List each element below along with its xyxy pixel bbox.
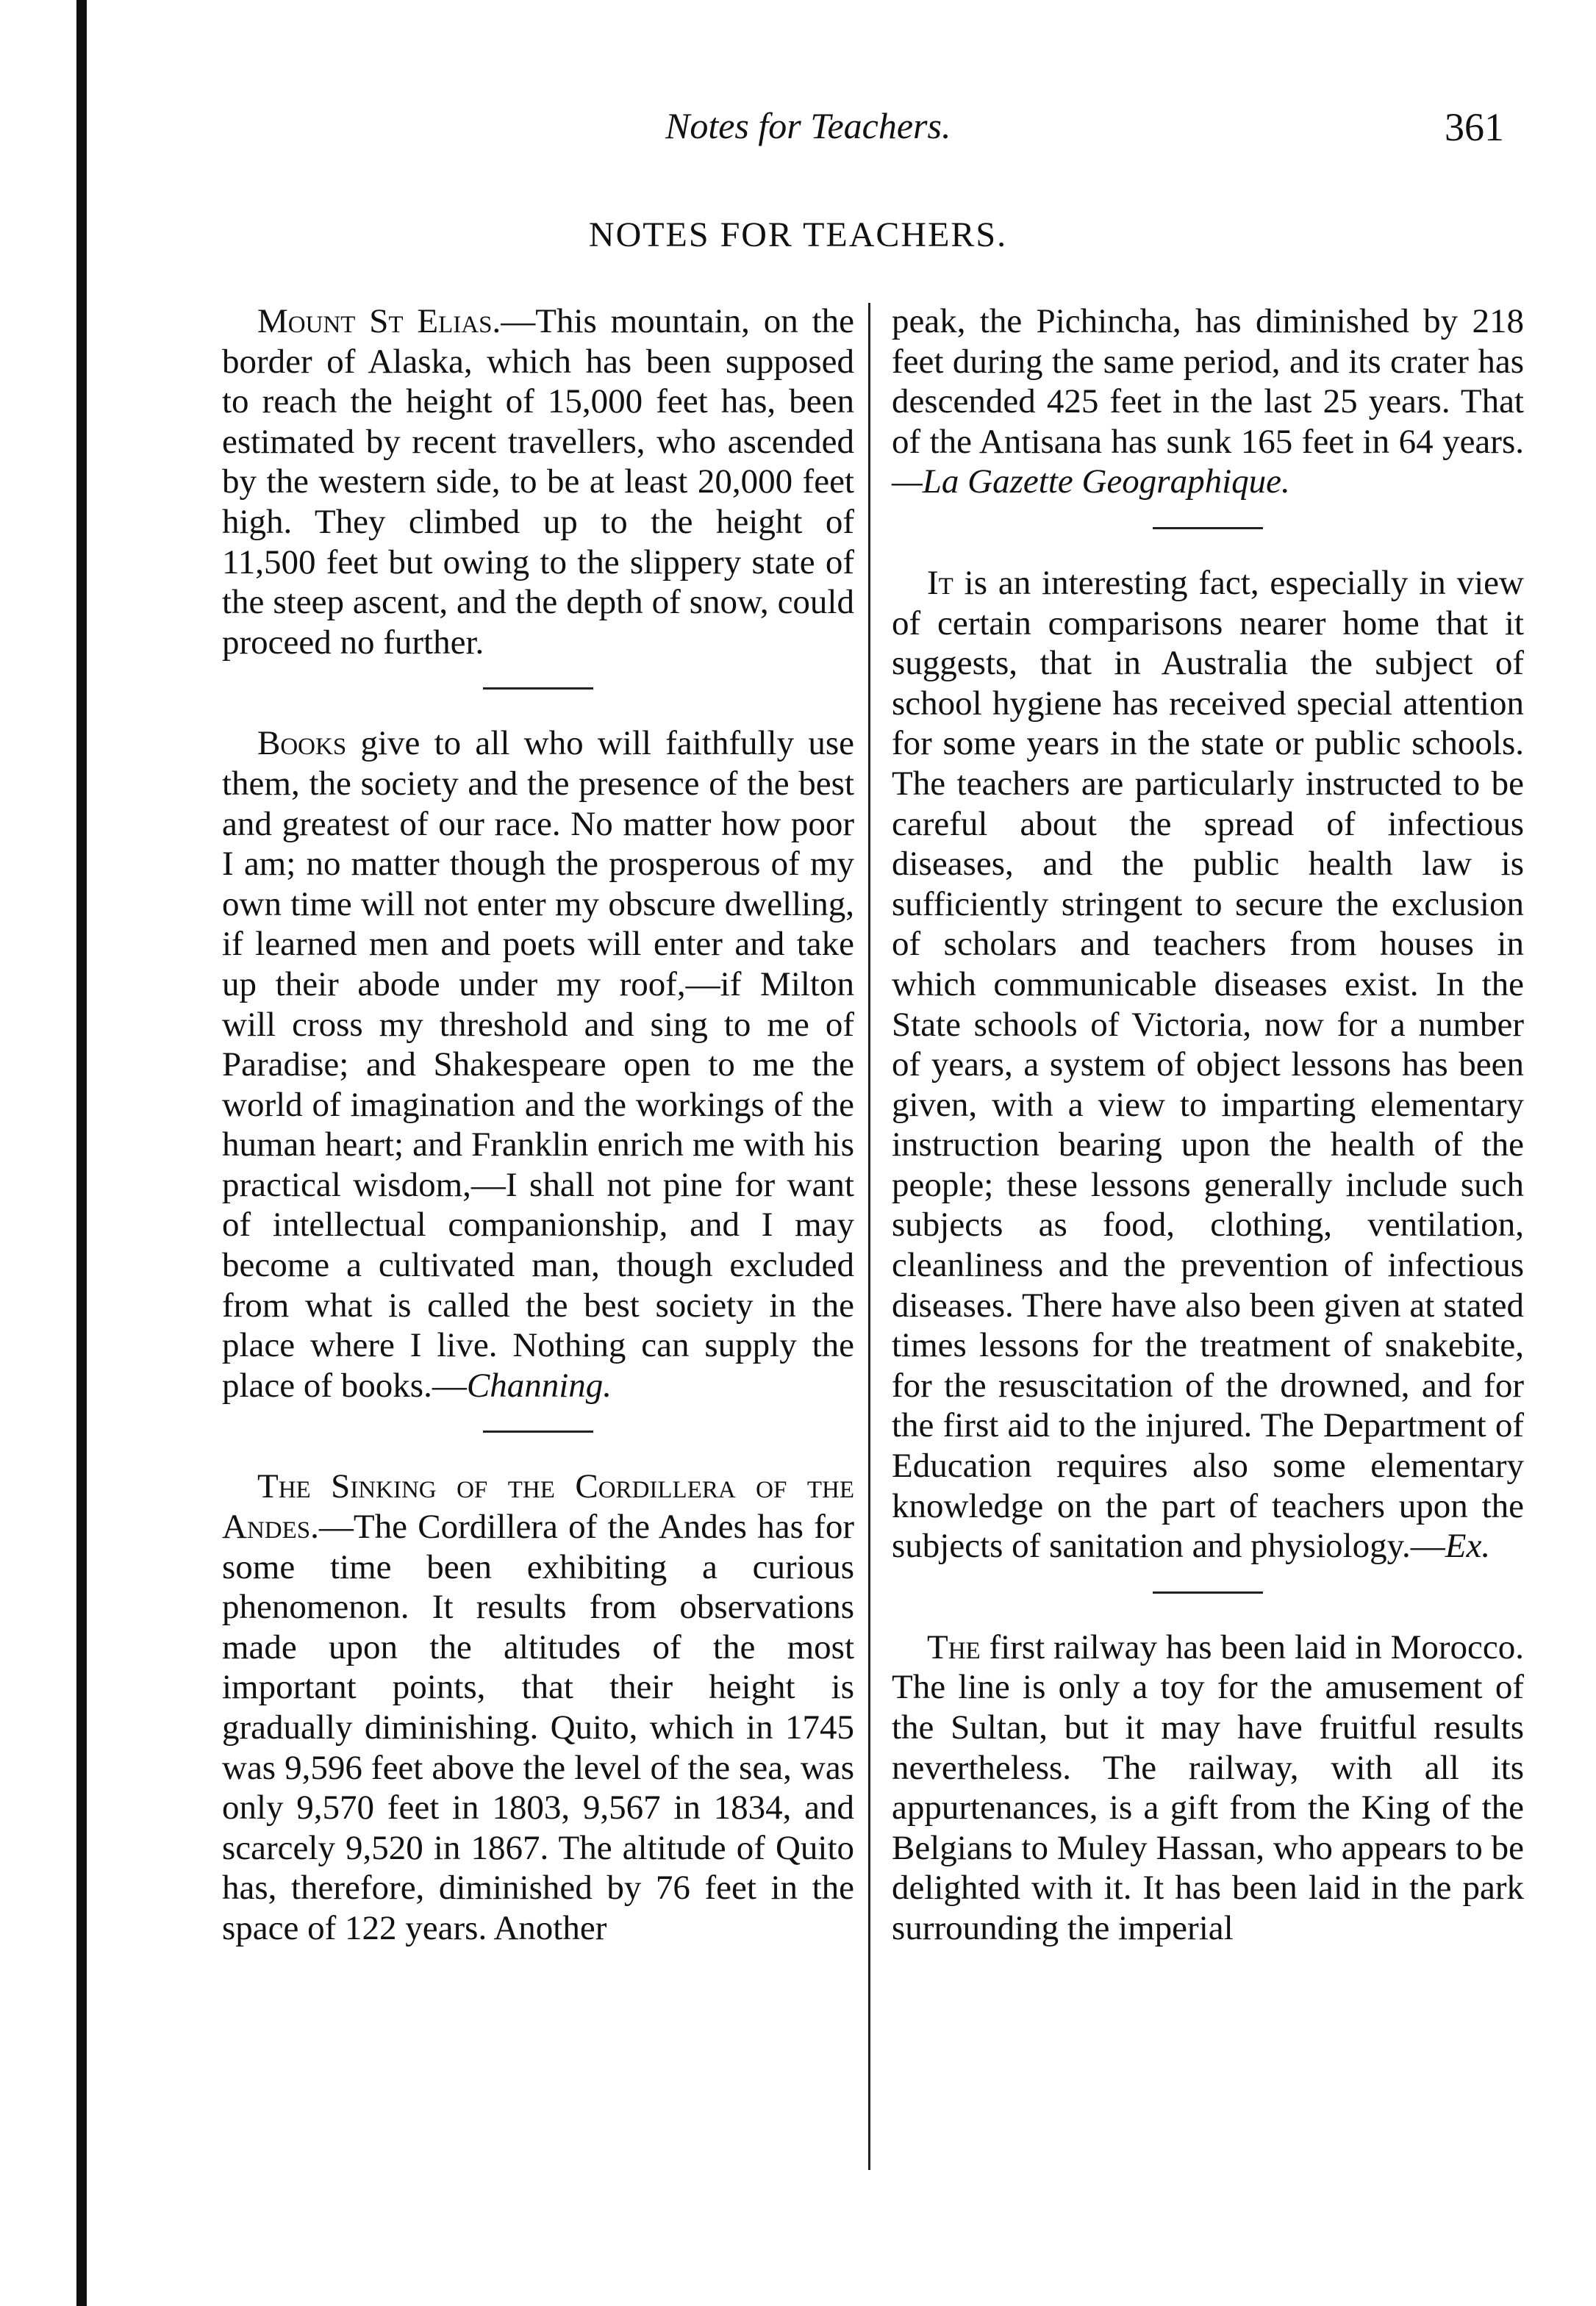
running-title: Notes for Teachers. <box>665 105 951 146</box>
paragraph-text: first railway has been laid in Morocco. The line is only a toy for the amusement of the Sultan, but it may have fruitful results nevertheless. The railway, with all its appurtenances, is a gift from the King of the Belgians to Muley Hassan, who appears to be delighted with it. It has been laid in the park surrounding the imperial <box>892 1628 1524 1947</box>
paragraph-text: is an interesting fact, especially in view of certain comparisons nearer home that it suggests, that in Australia the subject of school hygiene has received special attention for some years in the state or public schools. The teachers are particularly instructed to be careful about the spread of infectious diseases, and the public health law is sufficiently stringent to secure the exclusion of scholars and teachers from houses in which communicable diseases exist. In the State schools of Victoria, now for a number of years, a system of object lessons has been given, with a view to imparting elementary instruction bearing upon the health of the people; these lessons generally include such subjects as food, clothing, ventilation, cleanliness and the prevention of infectious diseases. There have also been given at stated times lessons for the treatment of snakebite, for the resuscitation of the drowned, and for the first aid to the injured. The Department of Education requires also some elementary knowledge on the part of teachers upon the subjects of sanitation and physiology.— <box>892 563 1524 1566</box>
left-margin-rule <box>76 0 87 2306</box>
section-heading: NOTES FOR TEACHERS. <box>588 215 1008 254</box>
separator-rule <box>483 687 593 690</box>
paragraph-lead: The Sinking of the Cordillera of the Andes. <box>222 1467 854 1547</box>
right-column <box>892 301 1524 1949</box>
citation: Channing. <box>466 1366 612 1405</box>
separator-rule <box>1153 1591 1263 1594</box>
citation: —La Gazette Geographique. <box>892 462 1290 501</box>
column-divider <box>868 303 870 2170</box>
separator-rule <box>483 1430 593 1433</box>
paragraph-lead: The <box>927 1628 981 1666</box>
paragraph-text: give to all who will faithfully use them, the society and the presence of the best and greatest of our race. No matter how poor I am; no matter though the prosperous of my own time will not enter my obscure dwelling, if learned men and poets will enter and take up their abode under my roof,—if Milton will cross my threshold and sing to me of Paradise; and Shakespeare open to me the world of imagination and the workings of the human heart; and Franklin enrich me with his practical wisdom,—I shall not pine for want of intellectual companionship, and I may become a cultivated man, though excluded from what is called the best society in the place where I live. Nothing can supply the place of books.— <box>222 724 854 1405</box>
page-number: 361 <box>1445 105 1504 149</box>
separator-rule <box>1153 527 1263 529</box>
citation: Ex. <box>1445 1527 1491 1566</box>
paragraph-pichincha <box>892 301 1524 502</box>
paragraph-lead: Mount St Elias. <box>257 302 501 340</box>
paragraph-railway-morocco <box>892 1628 1524 1949</box>
paragraph-mount-st-elias <box>222 301 854 662</box>
paragraph-books <box>222 723 854 1406</box>
running-header <box>0 104 1596 163</box>
paragraph-text: —This mountain, on the border of Alaska, which has been supposed to reach the height of 15,000 feet has, been estimated by recent travellers, who ascended by the western side, to be at least 20,000 feet high. They climbed up to the height of 11,500 feet but owing to the slippery state of the steep ascent, and the depth of snow, could proceed no further. <box>222 302 855 662</box>
paragraph-lead: Books <box>257 724 347 763</box>
paragraph-lead: It <box>927 563 953 602</box>
paragraph-cordillera <box>222 1467 854 1948</box>
left-column <box>222 301 854 1949</box>
paragraph-text: —The Cordillera of the Andes has for some time been exhibiting a curious phenomenon. It results from observations made upon the altitudes of the most important points, that their height is gradually diminishing. Quito, which in 1745 was 9,596 feet above the level of the sea, was only 9,570 feet in 1803, 9,567 in 1834, and scarcely 9,520 in 1867. The altitude of Quito has, therefore, diminished by 76 feet in the space of 122 years. Another <box>222 1508 854 1947</box>
paragraph-school-hygiene <box>892 563 1524 1566</box>
paragraph-text: peak, the Pichincha, has diminished by 218 feet during the same period, and its crater has descended 425 feet in the last 25 years. That of the Antisana has sunk 165 feet in 64 years. <box>892 302 1524 461</box>
